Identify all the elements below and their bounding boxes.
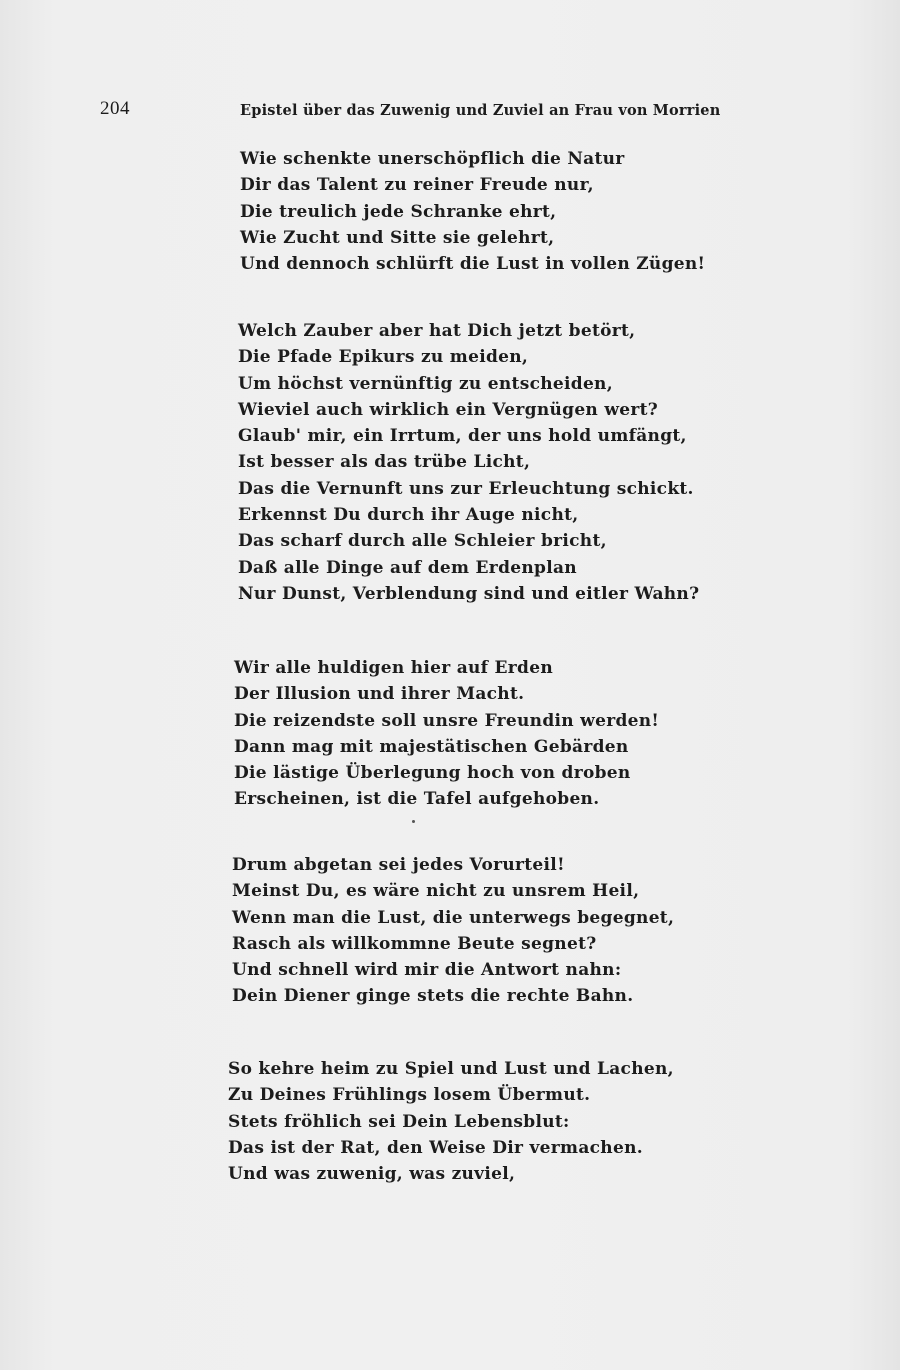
verse-line: Meinst Du, es wäre nicht zu unsrem Heil, — [232, 881, 640, 902]
verse-line: Und was zuwenig, was zuviel, — [228, 1164, 516, 1185]
page-number: 204 — [100, 98, 130, 119]
verse-line: Ist besser als das trübe Licht, — [238, 452, 531, 473]
running-title: Epistel über das Zuwenig und Zuviel an Frau von Morrien — [240, 102, 721, 119]
ink-speck — [412, 820, 415, 823]
verse-line: Glaub' mir, ein Irrtum, der uns hold umfängt, — [238, 426, 687, 447]
verse-line: Erscheinen, ist die Tafel aufgehoben. — [234, 789, 600, 810]
verse-line: Dein Diener ginge stets die rechte Bahn. — [232, 986, 634, 1007]
verse-line: Daß alle Dinge auf dem Erdenplan — [238, 557, 577, 578]
verse-line: Das scharf durch alle Schleier bricht, — [238, 531, 607, 552]
stanza-3 — [234, 655, 659, 813]
verse-line: Welch Zauber aber hat Dich jetzt betört, — [238, 321, 636, 341]
verse-line: Drum abgetan sei jedes Vorurteil! — [232, 855, 565, 875]
verse-line: Wie schenkte unerschöpflich die Natur — [240, 149, 625, 169]
verse-line: Die treulich jede Schranke ehrt, — [240, 201, 557, 222]
stanza-5 — [228, 1056, 674, 1187]
verse-line: Erkennst Du durch ihr Auge nicht, — [238, 505, 579, 526]
stanza-1 — [240, 146, 705, 277]
verse-line: Das ist der Rat, den Weise Dir vermachen. — [228, 1137, 643, 1158]
stanza-4 — [232, 852, 674, 1010]
verse-line: Und schnell wird mir die Antwort nahn: — [232, 960, 622, 981]
verse-line: Die Pfade Epikurs zu meiden, — [238, 347, 529, 368]
verse-line: Der Illusion und ihrer Macht. — [234, 684, 525, 705]
verse-line: So kehre heim zu Spiel und Lust und Lachen, — [228, 1059, 674, 1079]
verse-line: Das die Vernunft uns zur Erleuchtung schickt. — [238, 478, 694, 499]
verse-line: Dann mag mit majestätischen Gebärden — [234, 736, 629, 757]
verse-line: Wieviel auch wirklich ein Vergnügen wert? — [238, 399, 659, 420]
verse-line: Zu Deines Frühlings losem Übermut. — [228, 1085, 591, 1106]
verse-line: Die lästige Überlegung hoch von droben — [234, 763, 631, 784]
verse-line: Stets fröhlich sei Dein Lebensblut: — [228, 1111, 570, 1132]
verse-line: Wie Zucht und Sitte sie gelehrt, — [240, 227, 555, 248]
verse-line: Wenn man die Lust, die unterwegs begegnet, — [232, 907, 675, 928]
verse-line: Wir alle huldigen hier auf Erden — [234, 658, 553, 678]
verse-line: Um höchst vernünftig zu entscheiden, — [238, 373, 613, 394]
verse-line: Rasch als willkommne Beute segnet? — [232, 933, 597, 954]
verse-line: Die reizendste soll unsre Freundin werden! — [234, 710, 660, 731]
verse-line: Nur Dunst, Verblendung sind und eitler Wahn? — [238, 583, 700, 604]
verse-line: Und dennoch schlürft die Lust in vollen Zügen! — [240, 254, 706, 275]
stanza-2 — [238, 318, 699, 607]
verse-line: Dir das Talent zu reiner Freude nur, — [240, 175, 594, 196]
